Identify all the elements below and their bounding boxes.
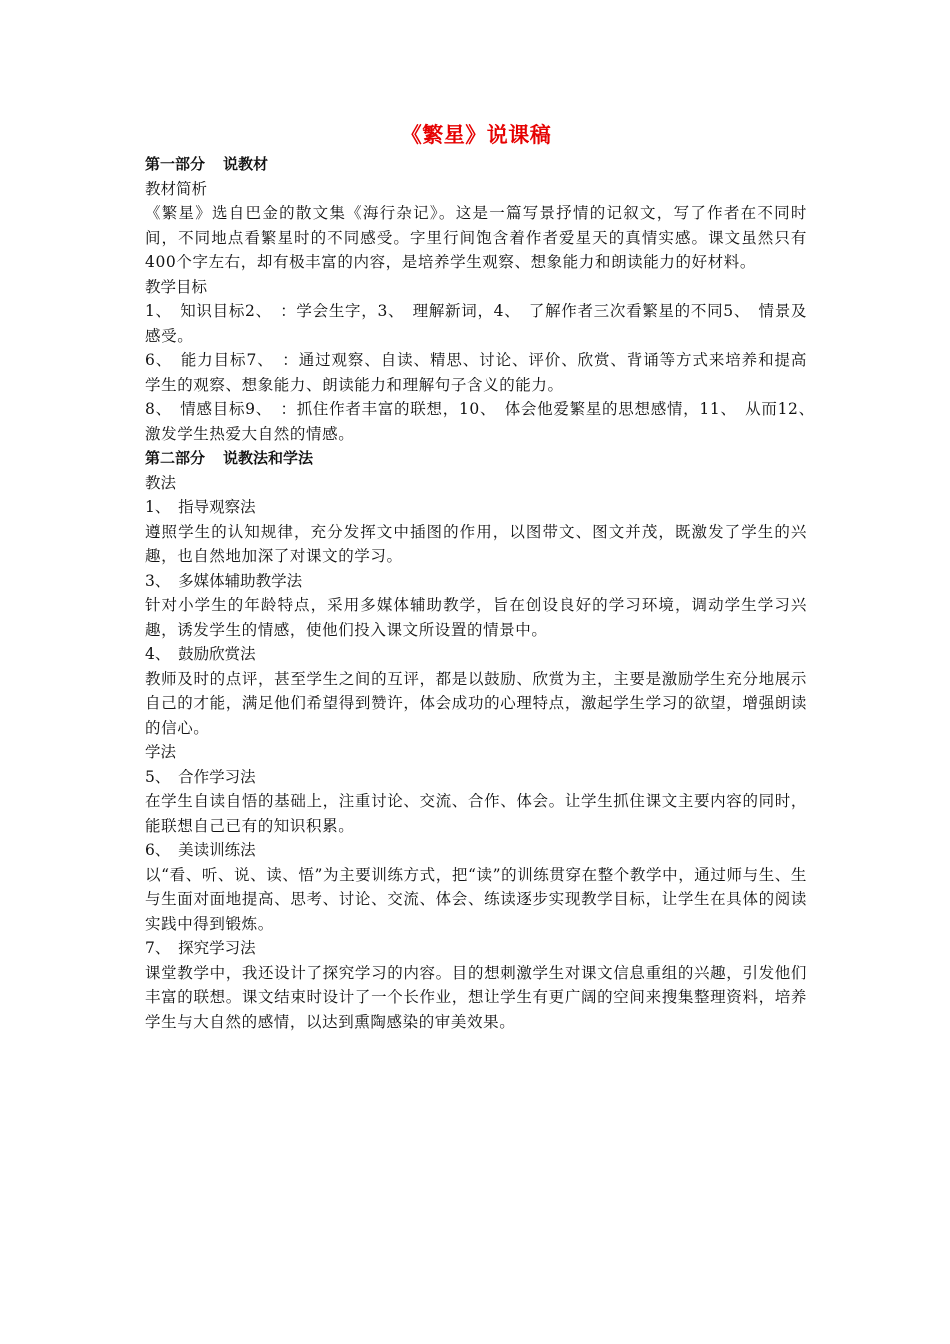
ability-goal: 6、 能力目标7、 ：通过观察、自读、精思、讨论、评价、欣赏、背诵等方式来培养和提高学生的观察、想象能力、朗读能力和理解句子含义的能力。 <box>145 351 807 394</box>
learning-methods-label: 学法 <box>145 743 177 761</box>
learning-method-title: 7、 探究学习法 <box>145 939 256 957</box>
teaching-method-text: 遵照学生的认知规律，充分发挥文中插图的作用，以图带文、图文并茂，既激发了学生的兴趣，也自然地加深了对课文的学习。 <box>145 522 807 565</box>
part2-heading <box>145 446 807 471</box>
teaching-method-text: 教师及时的点评，甚至学生之间的互评，都是以鼓励、欣赏为主，主要是激励学生充分地展示自己的才能，满足他们希望得到赞许，体会成功的心理特点，激起学生学习的欲望，增强朗读的信心。 <box>145 669 807 737</box>
document-page <box>145 120 824 1034</box>
part1-heading <box>145 152 807 177</box>
learning-method-title: 5、 合作学习法 <box>145 767 256 786</box>
teaching-method-text: 针对小学生的年龄特点，采用多媒体辅助教学，旨在创设良好的学习环境，调动学生学习兴趣，诱发学生的情感，使他们投入课文所设置的情景中。 <box>145 596 807 639</box>
part1-heading-number: 第一部分 <box>145 155 206 173</box>
learning-method-text: 以“看、听、说、读、悟”为主要训练方式，把“读”的训练贯穿在整个教学中，通过师与生、生与生面对面地提高、思考、讨论、交流、体会、练读逐步实现教学目标，让学生在具体的阅读实践中得到锻炼。 <box>145 865 807 933</box>
learning-method-text: 在学生自读自悟的基础上，注重讨论、交流、合作、体会。让学生抓住课文主要内容的同时，能联想自己已有的知识积累。 <box>145 792 807 835</box>
learning-method-text: 课堂教学中，我还设计了探究学习的内容。目的想刺激学生对课文信息重组的兴趣，引发他们丰富的联想。课文结束时设计了一个长作业，想让学生有更广阔的空间来搜集整理资料，培养学生与大自然的感情，以达到熏陶感染的审美效果。 <box>145 963 807 1031</box>
knowledge-goal: 1、 知识目标2、 ：学会生字，3、 理解新词，4、 了解作者三次看繁星的不同5、 情景及感受。 <box>145 302 807 345</box>
teaching-method-title: 4、 鼓励欣赏法 <box>145 645 256 663</box>
teaching-methods-label: 教法 <box>145 473 177 492</box>
material-analysis-label: 教材简析 <box>145 179 208 198</box>
part2-heading-number: 第二部分 <box>145 449 206 467</box>
page-title: 《繁星》说课稿 <box>400 122 552 147</box>
emotion-goal: 8、 情感目标9、 ：抓住作者丰富的联想，10、 体会他爱繁星的思想感情，11、 从而12、 激发学生热爱大自然的情感。 <box>145 400 824 443</box>
part1-heading-text: 说教材 <box>223 155 269 173</box>
teaching-method-title: 1、 指导观察法 <box>145 498 256 516</box>
teaching-goals-label: 教学目标 <box>145 277 208 296</box>
learning-method-title: 6、 美读训练法 <box>145 841 256 859</box>
teaching-method-title: 3、 多媒体辅助教学法 <box>145 571 303 590</box>
part2-heading-text: 说教法和学法 <box>223 449 314 467</box>
material-analysis-text: 《繁星》选自巴金的散文集《海行杂记》。这是一篇写景抒情的记叙文，写了作者在不同时间，不同地点看繁星时的不同感受。字里行间饱含着作者爱星天的真情实感。课文虽然只有400个字左右，却有极丰富的内容，是培养学生观察、想象能力和朗读能力的好材料。 <box>145 204 807 271</box>
